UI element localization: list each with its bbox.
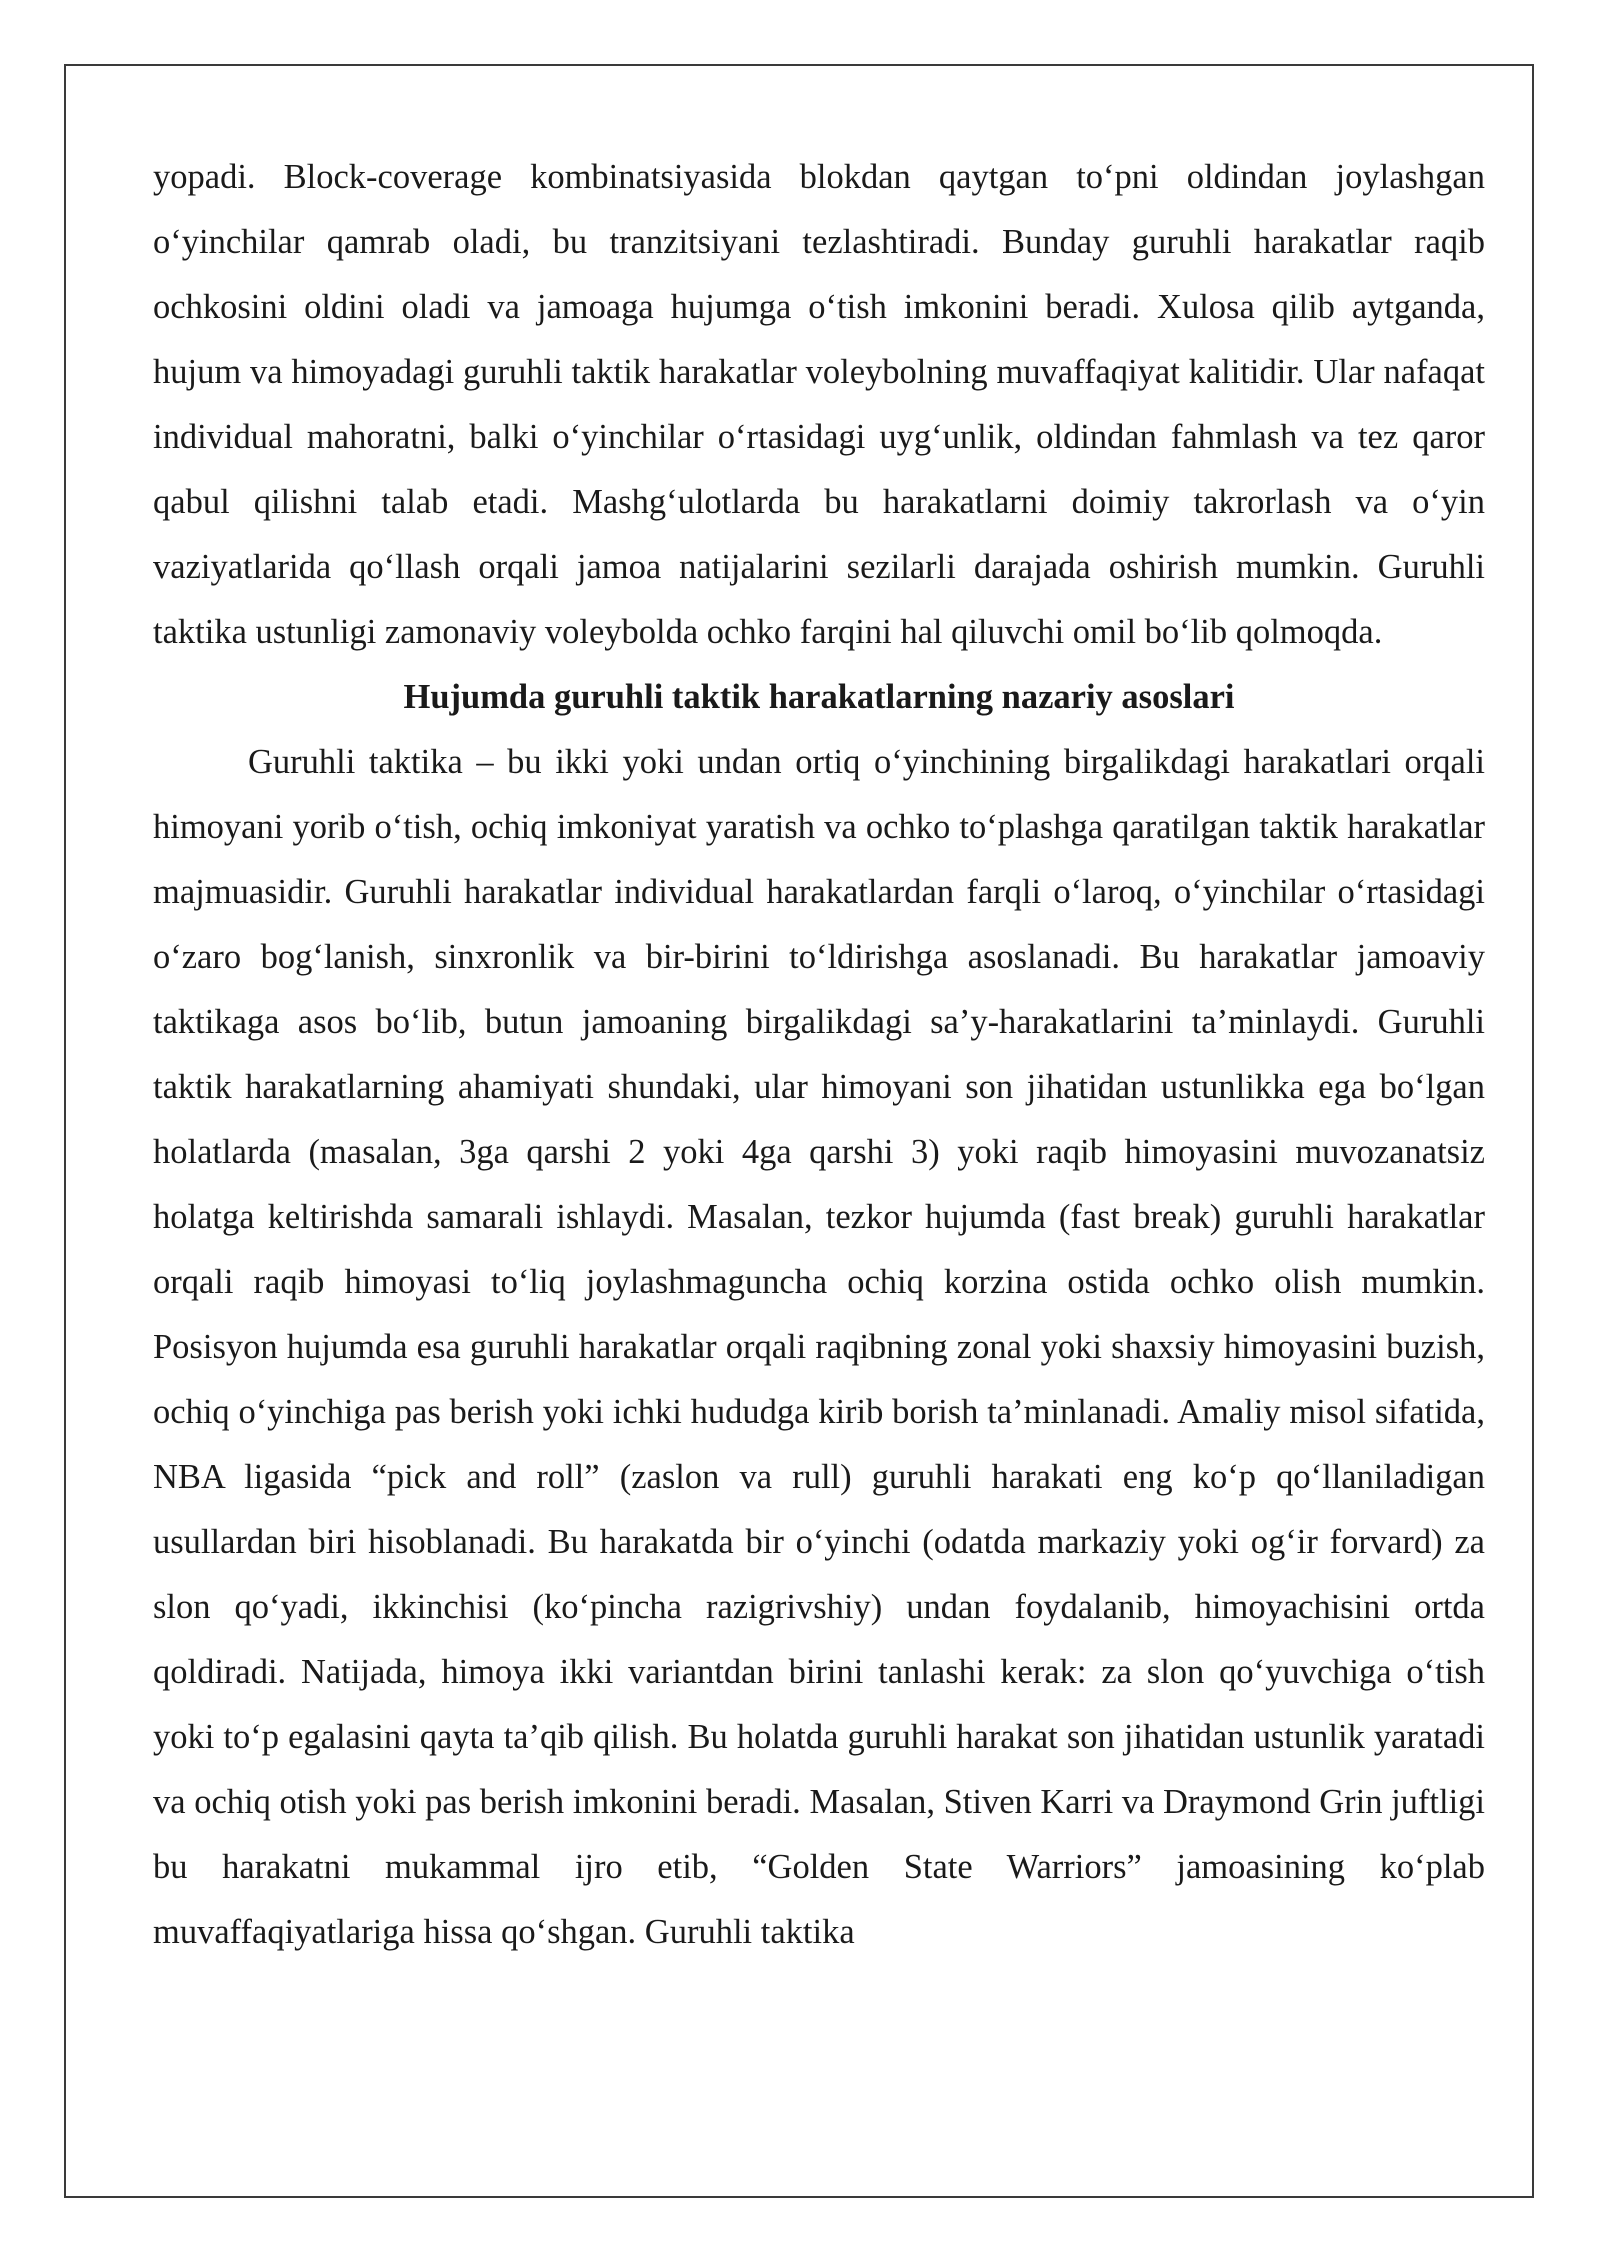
- paragraph-continuation: yopadi. Block-coverage kombinatsiyasida blokdan qaytgan to‘pni oldindan joylashgan o‘yinchilar qamrab oladi, bu tranzitsiyani tezlashtiradi. Bunday guruhli harakatlar raqib ochkosini oldini oladi va jamoaga hujumga o‘tish imkonini beradi. Xulosa qilib aytganda, hujum va himoyadagi guruhli taktik harakatlar voleybolning muvaffaqiyat kalitidir. Ular nafaqat individual mahoratni, balki o‘yinchilar o‘rtasidagi uyg‘unlik, oldindan fahmlash va tez qaror qabul qilishni talab etadi. Mashg‘ulotlarda bu harakatlarni doimiy takrorlash va o‘yin vaziyatlarida qo‘llash orqali jamoa natijalarini sezilarli darajada oshirish mumkin. Guruhli taktika ustunligi zamonaviy voleybolda ochko farqini hal qiluvchi omil bo‘lib qolmoqda.: [153, 158, 1485, 651]
- section-heading: Hujumda guruhli taktik harakatlarning nazariy asoslari: [403, 678, 1235, 716]
- paragraph-section-body: Guruhli taktika – bu ikki yoki undan ortiq o‘yinchining birgalikdagi harakatlari orqali himoyani yorib o‘tish, ochiq imkoniyat yaratish va ochko to‘plashga qaratilgan taktik harakatlar majmuasidir. Guruhli harakatlar individual harakatlardan farqli o‘laroq, o‘yinchilar o‘rtasidagi o‘zaro bog‘lanish, sinxronlik va bir-birini to‘ldirishga asoslanadi. Bu harakatlar jamoaviy taktikaga asos bo‘lib, butun jamoaning birgalikdagi sa’y-harakatlarini ta’minlaydi. Guruhli taktik harakatlarning ahamiyati shundaki, ular himoyani son jihatidan ustunlikka ega bo‘lgan holatlarda (masalan, 3ga qarshi 2 yoki 4ga qarshi 3) yoki raqib himoyasini muvozanatsiz holatga keltirishda samarali ishlaydi. Masalan, tezkor hujumda (fast break) guruhli harakatlar orqali raqib himoyasi to‘liq joylashmaguncha ochiq korzina ostida ochko olish mumkin. Posisyon hujumda esa guruhli harakatlar orqali raqibning zonal yoki shaxsiy himoyasini buzish, ochiq o‘yinchiga pas berish yoki ichki hududga kirib borish ta’minlanadi. Amaliy misol sifatida, NBA ligasida “pick and roll” (zaslon va rull) guruhli harakati eng ko‘p qo‘llaniladigan usullardan biri hisoblanadi. Bu harakatda bir o‘yinchi (odatda markaziy yoki og‘ir forvard) za slon qo‘yadi, ikkinchisi (ko‘pincha razigrivshiy) undan foydalanib, himoyachisini ortda qoldiradi. Natijada, himoya ikki variantdan birini tanlashi kerak: za slon qo‘yuvchiga o‘tish yoki to‘p egalasini qayta ta’qib qilish. Bu holatda guruhli harakat son jihatidan ustunlik yaratadi va ochiq otish yoki pas berish imkonini beradi. Masalan, Stiven Karri va Draymond Grin juftligi bu harakatni mukammal ijro etib, “Golden State Warriors” jamoasining ko‘plab muvaffaqiyatlariga hissa qo‘shgan. Guruhli taktika: [153, 743, 1485, 1951]
- document-body: [153, 145, 1485, 1965]
